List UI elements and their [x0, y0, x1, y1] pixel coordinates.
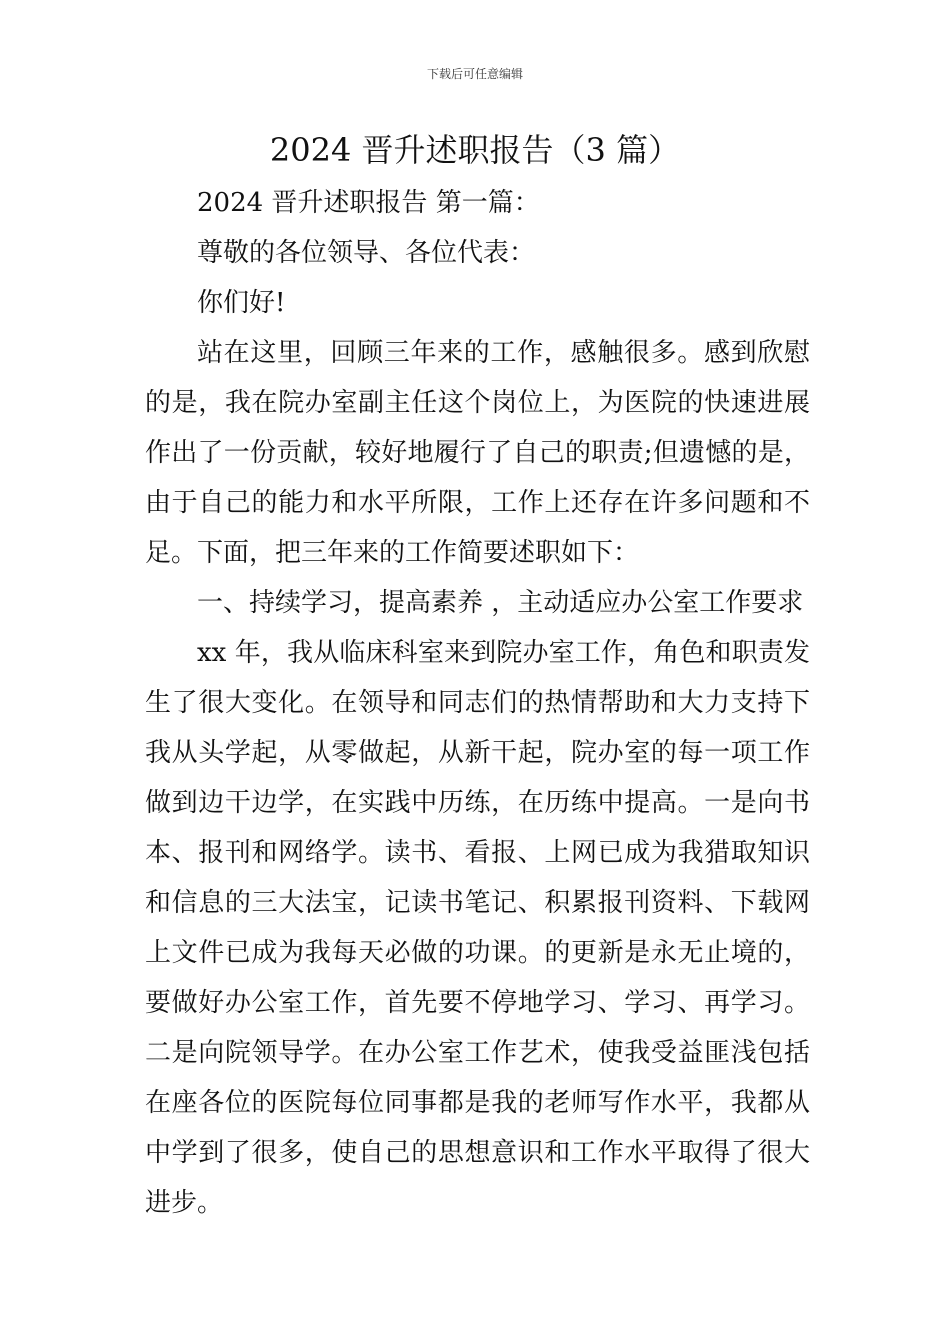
document-title: 2024 晋升述职报告（3 篇）	[269, 131, 681, 169]
body-paragraph-learning: xx 年，我从临床科室来到院办室工作，角色和职责发生了很大变化。在领导和同志们的热情帮助和大力支持下我从头学起，从零做起，从新干起，院办室的每一项工作做到边干边学，在实践中历练，在历练中提高。一是向书本、报刊和网络学。读书、看报、上网已成为我猎取知识和信息的三大法宝，记读书笔记、积累报刊资料、下载网上文件已成为我每天必做的功课。的更新是永无止境的，要做好办公室工作，首先要不停地学习、学习、再学习。二是向院领导学。在办公室工作艺术，使我受益匪浅包括在座各位的医院每位同事都是我的老师写作水平，我都从中学到了很多，使自己的思想意识和工作水平取得了很大进步。	[145, 638, 810, 1218]
salutation: 尊敬的各位领导、各位代表：	[197, 238, 536, 268]
section-heading-first: 2024 晋升述职报告 第一篇：	[197, 188, 540, 218]
header-note: 下载后可任意编辑	[426, 67, 523, 81]
subsection-heading-1: 一、持续学习，提高素养 ，主动适应办公室工作要求	[197, 588, 804, 618]
greeting: 你们好!	[197, 288, 286, 318]
body-paragraph-intro: 站在这里，回顾三年来的工作，感触很多。感到欣慰的是，我在院办室副主任这个岗位上，为医院的快速进展作出了一份贡献，较好地履行了自己的职责;但遗憾的是，由于自己的能力和水平所限，工作上还存在许多问题和不足。下面，把三年来的工作简要述职如下：	[145, 338, 810, 568]
document-body	[145, 178, 810, 1228]
